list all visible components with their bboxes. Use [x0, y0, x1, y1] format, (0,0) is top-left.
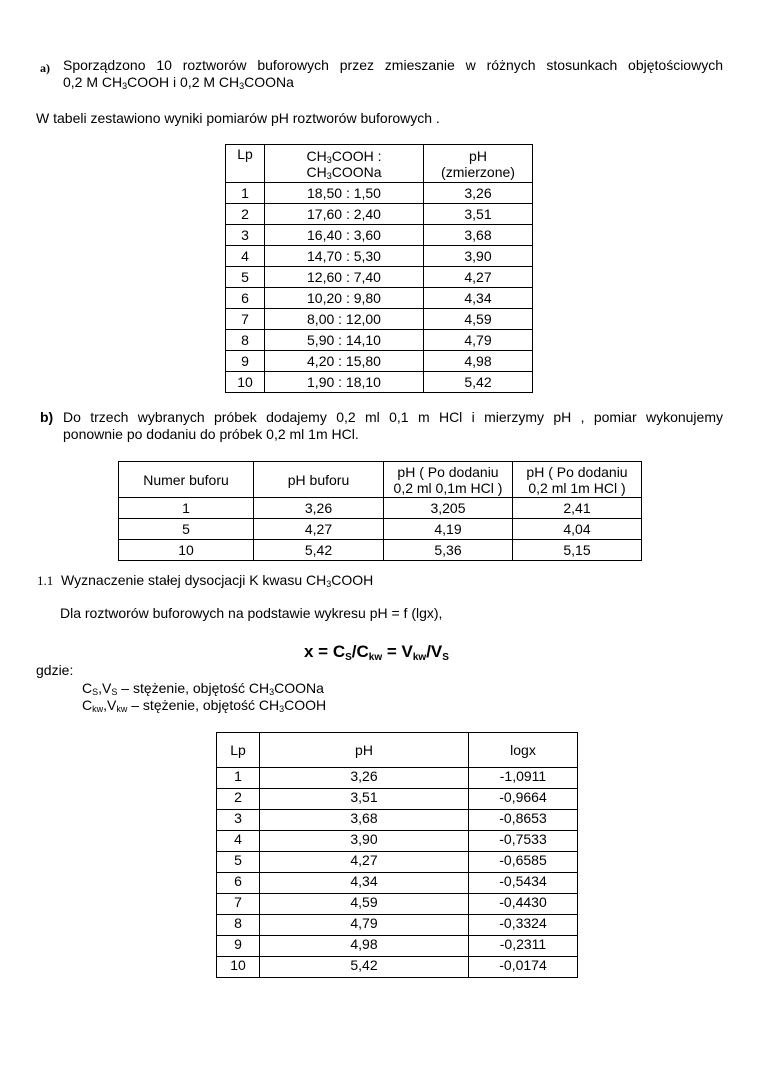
col-lp: Lp [226, 145, 265, 183]
cell-logx: -1,0911 [469, 768, 578, 789]
cell-lp: 5 [217, 852, 260, 873]
cell-ph-1m: 2,41 [513, 498, 642, 519]
cell-ph-1m: 4,04 [513, 519, 642, 540]
cell-lp: 2 [217, 789, 260, 810]
cell-ph: 4,79 [424, 330, 533, 351]
cell-logx: -0,4430 [469, 894, 578, 915]
table-row [226, 267, 533, 288]
cell-ratio: 10,20 : 9,80 [265, 288, 424, 309]
cell-ratio: 4,20 : 15,80 [265, 351, 424, 372]
section-b-line2: ponownie po dodaniu do próbek 0,2 ml 1m HCl. [63, 426, 359, 442]
cell-buffer-number: 10 [119, 540, 254, 561]
section-11-heading: 1.1 Wyznaczenie stałej dysocjacji K kwasu $CH_3COOH$ [37, 572, 374, 589]
cell-lp: 4 [217, 831, 260, 852]
cell-ph: 3,51 [260, 789, 469, 810]
cell-ratio: 17,60 : 2,40 [265, 204, 424, 225]
table-header-row [226, 145, 533, 183]
section-a-marker: a) [40, 61, 50, 75]
cell-buffer-number: 1 [119, 498, 254, 519]
cell-ph: 3,68 [424, 225, 533, 246]
table-header-row [217, 733, 578, 768]
cell-buffer-number: 5 [119, 519, 254, 540]
cell-ph: 4,27 [424, 267, 533, 288]
cell-lp: 6 [226, 288, 265, 309]
cell-ph: 4,27 [260, 852, 469, 873]
cell-logx: -0,5434 [469, 873, 578, 894]
cell-lp: 3 [226, 225, 265, 246]
cell-ph-01m: 3,205 [384, 498, 513, 519]
col-ph: pH (zmierzone) [424, 145, 533, 183]
col-ph: pH [260, 733, 469, 768]
table-row [217, 768, 578, 789]
col-ph-1m: pH ( Po dodaniu 0,2 ml 1m HCl ) [513, 462, 642, 498]
cell-ratio: 16,40 : 3,60 [265, 225, 424, 246]
cell-ph: 3,90 [424, 246, 533, 267]
table-row [226, 351, 533, 372]
table-row [217, 894, 578, 915]
ratio-formula: $x = C_S/C_{kw} = V_{kw}/V_S$ [304, 642, 449, 663]
cell-lp: 2 [226, 204, 265, 225]
cell-ratio: 5,90 : 14,10 [265, 330, 424, 351]
cell-ph: 5,42 [424, 372, 533, 393]
cell-logx: -0,9664 [469, 789, 578, 810]
section-11-line: Dla roztworów buforowych na podstawie wykresu pH = f (lgx), [60, 605, 443, 621]
table-row [217, 831, 578, 852]
table-row [217, 957, 578, 978]
table-row [226, 183, 533, 204]
cell-ph: 4,79 [260, 915, 469, 936]
cell-ph: 4,59 [260, 894, 469, 915]
table-row [226, 204, 533, 225]
cell-lp: 4 [226, 246, 265, 267]
definition-ckw: $C_{kw},V_{kw}$ – stężenie, objętość $CH_3COOH$ [82, 697, 327, 714]
cell-ratio: 1,90 : 18,10 [265, 372, 424, 393]
table-row [226, 288, 533, 309]
cell-logx: -0,2311 [469, 936, 578, 957]
col-lp: Lp [217, 733, 260, 768]
cell-buffer-ph: 3,26 [254, 498, 384, 519]
cell-logx: -0,6585 [469, 852, 578, 873]
col-buffer-ph: pH buforu [254, 462, 384, 498]
gdzie-label: gdzie: [36, 662, 74, 678]
cell-ph: 3,26 [424, 183, 533, 204]
cell-lp: 3 [217, 810, 260, 831]
cell-lp: 6 [217, 873, 260, 894]
table1-intro: W tabeli zestawiono wyniki pomiarów pH roztworów buforowych . [36, 110, 440, 126]
cell-lp: 9 [226, 351, 265, 372]
cell-ratio: 8,00 : 12,00 [265, 309, 424, 330]
table-header-row [119, 462, 642, 498]
cell-ph-1m: 5,15 [513, 540, 642, 561]
cell-ph: 3,26 [260, 768, 469, 789]
cell-ph: 3,51 [424, 204, 533, 225]
cell-logx: -0,8653 [469, 810, 578, 831]
hcl-addition-table [118, 461, 642, 561]
section-b-marker: b) [40, 409, 54, 425]
table-row [217, 936, 578, 957]
cell-ph-01m: 4,19 [384, 519, 513, 540]
section-b-text [63, 409, 723, 442]
table-row [217, 873, 578, 894]
cell-lp: 7 [226, 309, 265, 330]
cell-lp: 7 [217, 894, 260, 915]
cell-ph: 4,59 [424, 309, 533, 330]
table-row [119, 498, 642, 519]
cell-logx: -0,0174 [469, 957, 578, 978]
table-row [217, 852, 578, 873]
table-row [217, 789, 578, 810]
cell-ph: 4,34 [424, 288, 533, 309]
cell-ph-01m: 5,36 [384, 540, 513, 561]
cell-ph: 4,34 [260, 873, 469, 894]
cell-ph: 4,98 [260, 936, 469, 957]
col-ph-01m: pH ( Po dodaniu 0,2 ml 0,1m HCl ) [384, 462, 513, 498]
col-buffer-number: Numer buforu [119, 462, 254, 498]
table-row [226, 309, 533, 330]
cell-lp: 5 [226, 267, 265, 288]
table-row [226, 225, 533, 246]
cell-logx: -0,7533 [469, 831, 578, 852]
cell-logx: -0,3324 [469, 915, 578, 936]
cell-ratio: 18,50 : 1,50 [265, 183, 424, 204]
cell-lp: 8 [217, 915, 260, 936]
cell-lp: 10 [217, 957, 260, 978]
cell-ph: 3,68 [260, 810, 469, 831]
definition-cs: $C_S,V_S$ – stężenie, objętość $CH_3COONa$ [82, 680, 324, 697]
section-b-line1: Do trzech wybranych próbek dodajemy 0,2 ml 0,1 m HCl i mierzymy pH , pomiar wykonujemy [63, 409, 723, 425]
table-row [217, 915, 578, 936]
section-a-text [63, 57, 723, 90]
table-row [119, 519, 642, 540]
cell-lp: 1 [217, 768, 260, 789]
cell-lp: 9 [217, 936, 260, 957]
cell-lp: 8 [226, 330, 265, 351]
cell-ph: 4,98 [424, 351, 533, 372]
table-row [226, 372, 533, 393]
cell-ratio: 12,60 : 7,40 [265, 267, 424, 288]
buffer-ph-table [225, 144, 533, 393]
cell-ratio: 14,70 : 5,30 [265, 246, 424, 267]
cell-ph: 5,42 [260, 957, 469, 978]
cell-lp: 10 [226, 372, 265, 393]
cell-buffer-ph: 4,27 [254, 519, 384, 540]
section-a-line1: Sporządzono 10 roztworów buforowych przez zmieszanie w różnych stosunkach objętościowych [63, 57, 723, 73]
table-row [226, 330, 533, 351]
table-row [217, 810, 578, 831]
table-row [226, 246, 533, 267]
col-logx: logx [469, 733, 578, 768]
table-row [119, 540, 642, 561]
cell-buffer-ph: 5,42 [254, 540, 384, 561]
cell-lp: 1 [226, 183, 265, 204]
section-11-marker: 1.1 [37, 573, 54, 588]
section-a-line2: 0,2 M $CH_3COOH$ i 0,2 M $CH_3COONa$ [63, 74, 294, 91]
col-ratio: $CH_3COOH$ : $CH_3COONa$ [265, 145, 424, 183]
cell-ph: 3,90 [260, 831, 469, 852]
ph-logx-table [216, 732, 578, 978]
